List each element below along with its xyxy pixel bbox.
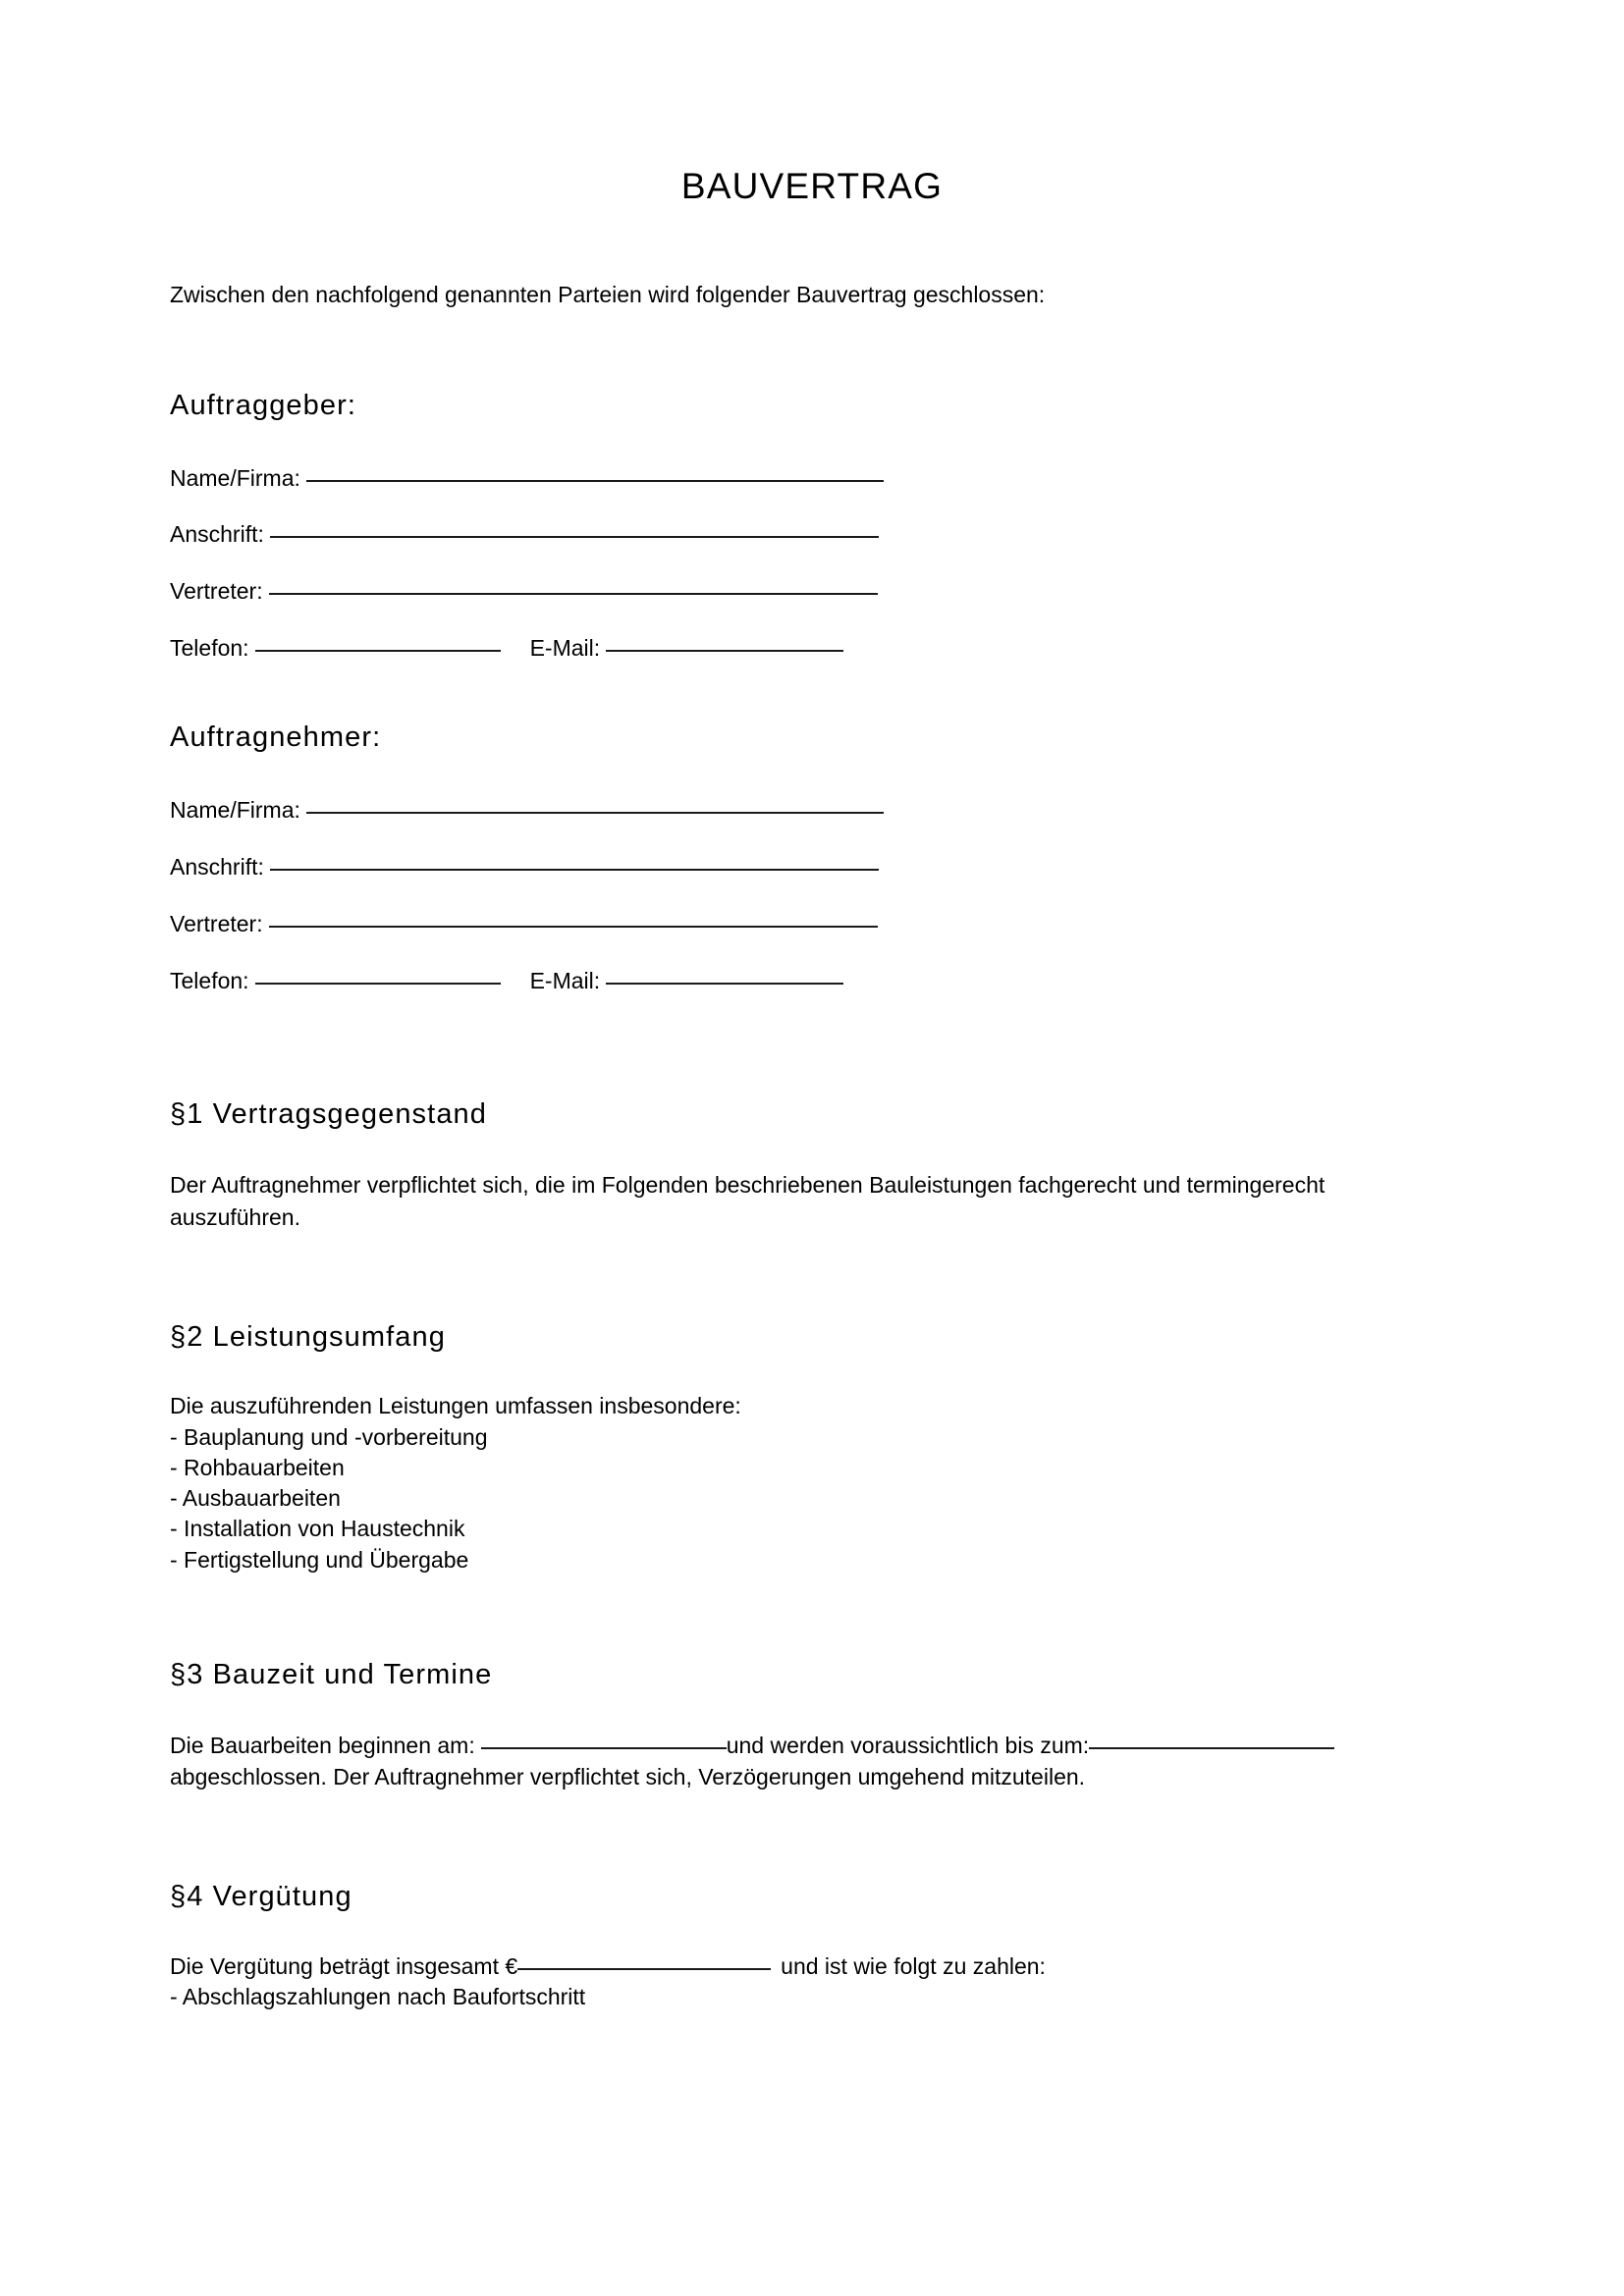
- amount-input[interactable]: [517, 1968, 771, 1970]
- field-list-auftraggeber: [170, 464, 1454, 665]
- field-row-phone-email: [170, 967, 1454, 996]
- field-label-representative: Vertreter:: [170, 578, 263, 605]
- field-input-address[interactable]: [270, 536, 879, 538]
- party-heading-auftragnehmer: Auftragnehmer:: [170, 721, 382, 754]
- party-section-auftraggeber: [170, 312, 1454, 664]
- intro-paragraph: Zwischen den nachfolgend genannten Parteien wird folgender Bauvertrag geschlossen:: [170, 282, 1046, 308]
- field-row-address: [170, 853, 1454, 882]
- field-label-name: Name/Firma:: [170, 464, 300, 491]
- field-input-name[interactable]: [306, 812, 884, 814]
- field-row-representative: [170, 910, 1454, 939]
- section-body-4: [170, 1914, 1454, 2013]
- field-input-representative[interactable]: [269, 593, 878, 595]
- section-heading-2: §2 Leistungsumfang: [170, 1320, 446, 1353]
- section-2: [170, 1234, 1454, 1575]
- field-label-email: E-Mail:: [529, 967, 601, 993]
- section-4-amount-line: [170, 1951, 1454, 1982]
- field-row-phone-email: [170, 634, 1454, 664]
- text-before-start-date: Die Bauarbeiten beginnen am:: [170, 1732, 475, 1758]
- section-body-1: Der Auftragnehmer verpflichtet sich, die im Folgenden beschriebenen Bauleistungen fachgerecht und termingerecht auszuführen.: [170, 1172, 1326, 1230]
- field-input-email[interactable]: [606, 983, 843, 985]
- section-3: [170, 1575, 1454, 1793]
- text-after-start-date: und werden voraussichtlich bis zum:: [726, 1732, 1090, 1758]
- text-before-amount: Die Vergütung beträgt insgesamt €: [170, 1952, 518, 1979]
- field-label-phone: Telefon:: [170, 967, 249, 993]
- list-item: - Rohbauarbeiten: [170, 1454, 345, 1480]
- field-label-name: Name/Firma:: [170, 796, 300, 823]
- section-heading-3: §3 Bauzeit und Termine: [170, 1658, 493, 1690]
- field-label-email: E-Mail:: [529, 635, 601, 662]
- party-heading-auftraggeber: Auftraggeber:: [170, 389, 357, 421]
- field-input-phone[interactable]: [255, 650, 501, 652]
- page-title: BAUVERTRAG: [680, 166, 944, 206]
- field-row-name: [170, 796, 1454, 826]
- list-item: - Ausbauarbeiten: [170, 1485, 341, 1512]
- list-item: - Fertigstellung und Übergabe: [170, 1546, 469, 1573]
- list-item: - Bauplanung und -vorbereitung: [170, 1423, 488, 1450]
- text-after-end-date: abgeschlossen. Der Auftragnehmer verpflichtet sich, Verzögerungen umgehend mitzuteilen.: [170, 1764, 1086, 1790]
- section-heading-4: §4 Vergütung: [170, 1881, 352, 1913]
- field-row-address: [170, 520, 1454, 550]
- section-body-3: [170, 1692, 1454, 1793]
- end-date-input[interactable]: [1089, 1747, 1334, 1749]
- section-heading-1: §1 Vertragsgegenstand: [170, 1098, 487, 1131]
- party-section-auftragnehmer: [170, 664, 1454, 995]
- list-item: - Abschlagszahlungen nach Baufortschritt: [170, 1984, 586, 2010]
- field-input-phone[interactable]: [255, 983, 501, 985]
- field-input-name[interactable]: [306, 480, 884, 482]
- field-label-address: Anschrift:: [170, 521, 264, 548]
- field-label-phone: Telefon:: [170, 635, 249, 662]
- section-4: [170, 1793, 1454, 2012]
- field-list-auftragnehmer: [170, 796, 1454, 996]
- list-item: - Installation von Haustechnik: [170, 1516, 465, 1542]
- field-input-email[interactable]: [606, 650, 843, 652]
- field-row-name: [170, 464, 1454, 494]
- section-1: [170, 995, 1454, 1233]
- field-row-representative: [170, 577, 1454, 607]
- section-2-intro: Die auszuführenden Leistungen umfassen insbesondere:: [170, 1393, 741, 1419]
- field-label-address: Anschrift:: [170, 853, 264, 880]
- field-label-representative: Vertreter:: [170, 910, 263, 936]
- section-body-2: [170, 1354, 1454, 1575]
- field-input-address[interactable]: [270, 869, 879, 871]
- field-input-representative[interactable]: [269, 926, 878, 928]
- text-after-amount: und ist wie folgt zu zahlen:: [781, 1952, 1046, 1979]
- start-date-input[interactable]: [481, 1747, 727, 1749]
